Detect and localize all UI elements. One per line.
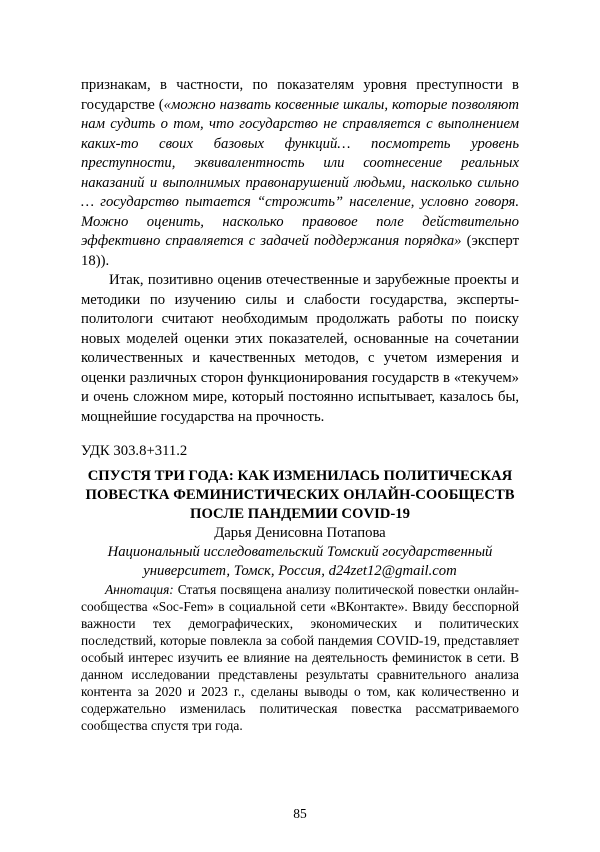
- article-author: Дарья Денисовна Потапова: [214, 524, 386, 541]
- article-affiliation: Национальный исследовательский Томский государственный университет, Томск, Россия, d24zet12@gmail.com: [107, 543, 493, 579]
- body-paragraph-2: Итак, позитивно оценив отечественные и зарубежные проекты и методики по изучению силы и слабости государства, эксперты-политологи считают необходимым продолжать работы по поиску новых моделей оценки этих показателей, основанные на сочетании количественных и качественных методов, с учетом измерения и оценки различных сторон функционирования государств в «текучем» и очень сложном мире, который постоянно испытывает, казалось бы, мощнейшие государства на прочность.: [81, 272, 519, 425]
- article-abstract: Аннотация: Статья посвящена анализу политической повестки онлайн-сообщества «Soc-Fem» в социальной сети «ВКонтакте». Ввиду бесспорной важности тех демографических, экономических и политических последствий, которые повлекла за собой пандемия COVID-19, представляет особый интерес изучить ее влияние на деятельность феминисток в сети. В данном исследовании представлены результаты сравнительного анализа контента за 2020 и 2023 г., сделаны выводы о том, как количественно и содержательно изменилась политическая повестка рассматриваемого сообщества спустя три года.: [81, 581, 519, 733]
- udc-code: УДК 303.8+311.2: [81, 443, 188, 459]
- running-text-block: [81, 76, 519, 427]
- body-paragraph-1: признакам, в частности, по показателям уровня преступности в государстве («можно назвать косвенные шкалы, которые позволяют нам судить о том, что государство не справляется с выполнением каких-то своих базовых функций… посмотреть уровень преступности, эквивалентность или соотнесение реальных наказаний и выполнимых правонарушений людьми, насколько сильно … государство пытается “строжить” население, условно говоря. Можно оценить, насколько правовое поле действительно эффективно справляется с задачей поддержания порядка» (эксперт 18)).: [81, 77, 519, 269]
- article-title: СПУСТЯ ТРИ ГОДА: КАК ИЗМЕНИЛАСЬ ПОЛИТИЧЕСКАЯ ПОВЕСТКА ФЕМИНИСТИЧЕСКИХ ОНЛАЙН-СООБЩЕСТВ ПОСЛЕ ПАНДЕМИИ COVID-19: [85, 467, 515, 522]
- page-number: 85: [293, 806, 307, 821]
